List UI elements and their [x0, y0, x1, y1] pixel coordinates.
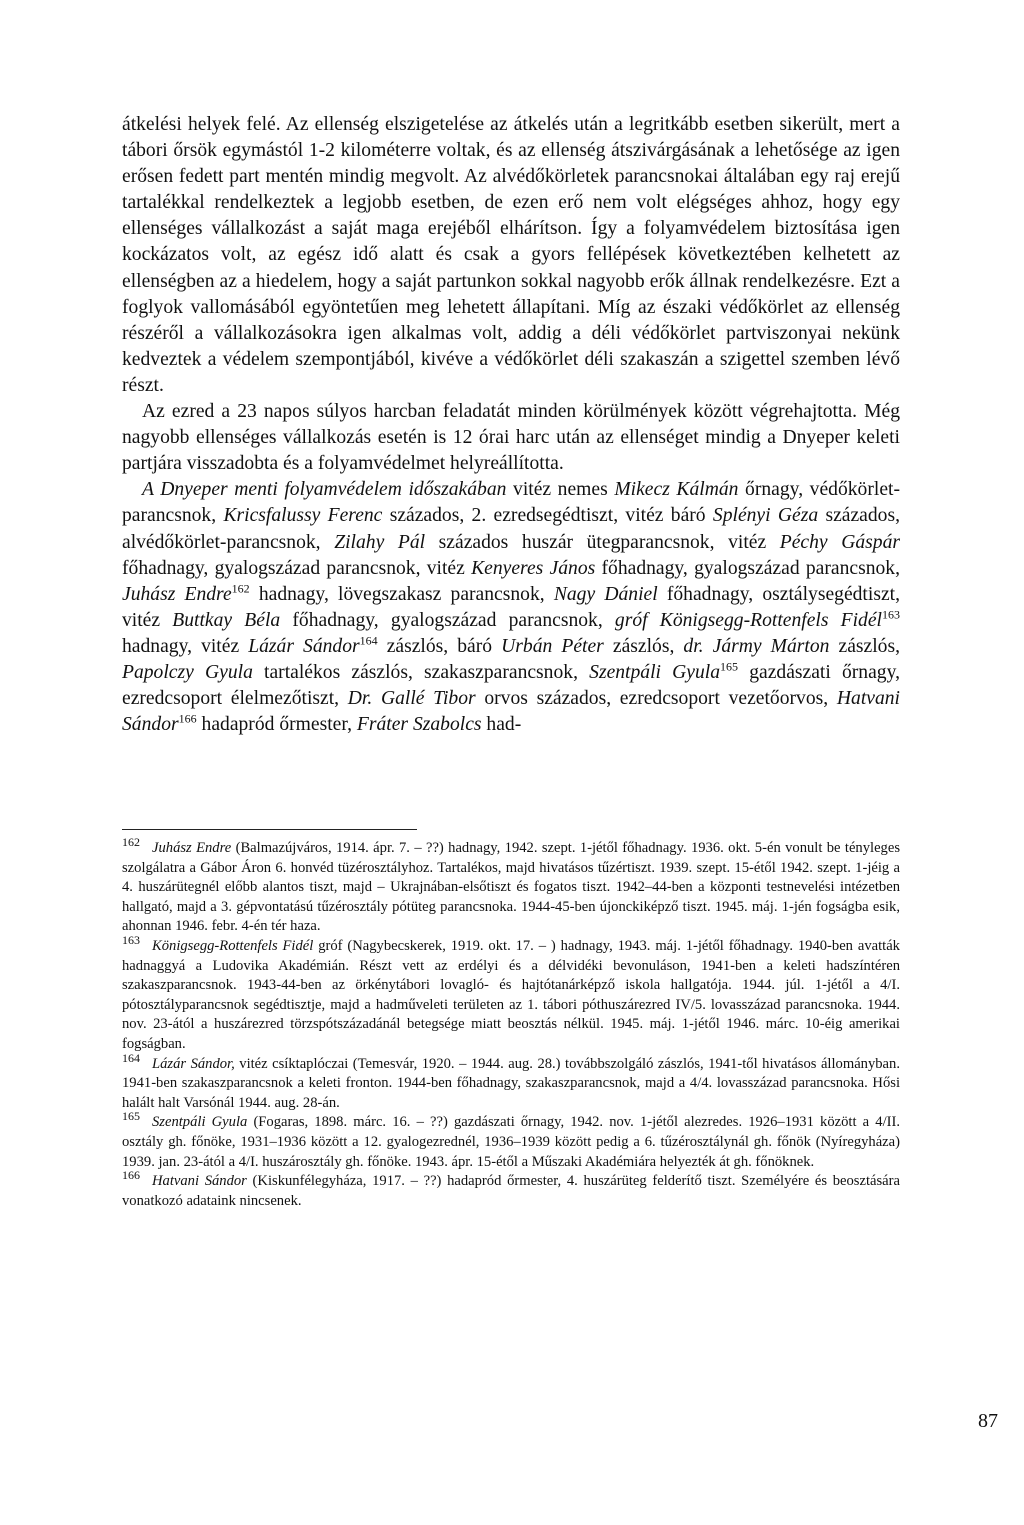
- person-name: A Dnyeper menti folyamvédelem időszakában: [142, 479, 507, 501]
- footnote-text: (Balmazújváros, 1914. ápr. 7. – ??) hadnagy, 1942. szept. 1-jétől főhadnagy. 1936. okt. 5-én vonult be tényleges szolgálatra a Gábor Áron 6. honvéd tüzérosztályhoz. Tartalékos, majd hivatásos tűzértiszt. 1939. szept. 15-étől 1942. szept. 1-jéig a 4. huszárütegnél előbb alantos tiszt, majd – Ukrajnában-elsőtiszt és fogatos tiszt. 1942–44-ben a központi testnevelési intézetben hallgató, majd a 3. gépvontatású tűzérosztály pótüteg parancsnoka. 1944-45-ben újonckiképző tiszt. 1945. máj. 1-jén fogságba esik, ahonnan 1946. febr. 4-én tér haza.: [122, 840, 901, 935]
- page-number: 87: [978, 1410, 998, 1432]
- person-name: Kricsfalussy Ferenc: [223, 505, 383, 527]
- text-run: zászlós, báró: [377, 635, 502, 657]
- footnote-text: gróf (Nagybecskerek, 1919. okt. 17. – ) hadnagy, 1943. máj. 1-jétől főhadnagy. 1940-ben avatták hadnaggyá a Ludovika Akadémián. Részt vett az erdélyi és a délvidéki bevonuláson, 1941-ben a keleti hadszíntéren szakaszparancsnok. 1943-44-ben az örkénytábori lovagló- és hajtótanárképző iskola hallgatója. 1944. júl. 1-jétől a 4/I. pótosztályparancsnok segédtisztje, majd a hadműveleti területen az 1. tábori póthuszárezred IV/5. lovasszázad parancsnoka. 1944. nov. 23-ától a huszárezred törzspótszázadánál betegsége miatt beosztás nélkül. 1945. máj. 1-jétől 1946. márc. 10-éig amerikai fogságban.: [122, 937, 900, 1052]
- person-name: Urbán Péter: [501, 635, 604, 657]
- footnote-text: (Kiskunfélegyháza, 1917. – ??) hadapród őrmester, 4. huszárüteg felderítő tiszt. Személyére és beosztására vonatkozó adataink nincsenek.: [122, 1173, 900, 1209]
- paragraph-2: Az ezred a 23 napos súlyos harcban feladatát minden körülmények között végrehajtotta. Még nagyobb ellenséges vállalkozás esetén is 12 órai harc után az ellenséget mindig a Dnyeper keleti partjára visszadobta és a folyamvédelmet helyreállította.: [122, 401, 900, 475]
- text-run: főhadnagy, gyalogszázad parancsnok,: [595, 557, 901, 579]
- person-name: Dr. Gallé Tibor: [347, 688, 476, 710]
- footnote-text: vitéz csíktaplóczai (Temesvár, 1920. – 1944. aug. 28.) továbbszolgáló zászlós, 1941-től hivatásos állományban. 1941-ben szakaszparancsnok a keleti fronton. 1944-ben főhadnagy, szakaszparancsnok, majd a 4/4. lovasszázad parancsnoka. Hősi halált halt Varsónál 1944. aug. 28-án.: [122, 1055, 900, 1111]
- footnote-number: 165: [122, 1109, 140, 1124]
- footnote-name: Hatvani Sándor: [152, 1173, 247, 1190]
- footnote-number: 164: [122, 1050, 140, 1065]
- footnote-reference: 165: [720, 659, 739, 674]
- text-run: főhadnagy, gyalogszázad parancsnok,: [280, 609, 615, 631]
- footnote-number: 163: [122, 933, 140, 948]
- person-name: Fráter Szabolcs: [356, 714, 482, 736]
- person-name: Juhász Endre: [122, 583, 232, 605]
- person-name: Kenyeres János: [471, 557, 596, 579]
- text-run: hadapród őrmester,: [196, 714, 357, 736]
- text-run: átkelési helyek felé. Az ellenség elszigetelése az átkelés után a legritkább esetben sikerült, mert a tábori őrsök egymástól 1-2 kilométerre voltak, és az ellenség átszivárgásának a lehetősége az igen erősen fedett part mentén mindig megvolt. Az alvédőkörletek parancsnokai általában egy raj erejű tartalékkal rendelkeztek a legjobb esetben, de ezen erő nem volt elégséges ahhoz, hogy egy ellenséges vállalkozást a saját maga erejéből elhárítson. Így a folyamvédelem biztosítása igen kockázatos volt, az egész idő alatt és csak a gyors fellépések következtében kelhetett az ellenségben az a hiedelem, hogy a saját partunkon sokkal nagyobb erők állnak rendelkezésre. Ezt a foglyok vallomásából egyöntetűen meg lehetett állapítani. Míg az északi védőkörlet az ellenség részéről a vállalkozásokra igen alkalmas volt, addig a déli védőkörlet partviszonyai nekünk kedveztek a védelem szempontjából, kivéve a védőkörlet déli szakaszán a szigettel szemben lévő részt.: [122, 114, 900, 396]
- text-run: százados, alvédőkörlet-parancsnok,: [122, 505, 900, 553]
- footnotes: [122, 835, 901, 1211]
- text-run: főhadnagy, gyalogszázad parancsnok, vitéz: [122, 557, 472, 579]
- footnote-name: Lázár Sándor,: [152, 1055, 235, 1072]
- person-name: Splényi Géza: [712, 505, 819, 527]
- footnote-166: [122, 1168, 900, 1211]
- text-run: had-: [481, 714, 522, 736]
- text-run: százados huszár ütegparancsnok, vitéz: [425, 531, 780, 553]
- person-name: Nagy Dániel: [553, 583, 658, 605]
- paragraph-3: [122, 477, 900, 738]
- text-run: zászlós,: [829, 635, 900, 657]
- text-run: zászlós,: [603, 635, 684, 657]
- person-name: Zilahy Pál: [334, 531, 426, 553]
- footnote-number: 162: [122, 835, 140, 850]
- person-name: gróf Königsegg-Rottenfels Fidél: [614, 609, 882, 631]
- footnote-text: (Fogaras, 1898. márc. 16. – ??) gazdászati őrnagy, 1942. nov. 1-jétől alezredes. 1926–1931 között a 4/II. osztály gh. főnöke, 1931–1936 között a 12. gyalogezrednél, 1936–1939 között pedig a 6. tűzérosztálynál gh. főnök (Nyíregyháza) 1939. jan. 23-ától a 4/I. huszárosztály gh. főnöke. 1943. ápr. 15-étől a Műszaki Akadémiára helyezték át gh. főnöknek.: [122, 1114, 900, 1170]
- footnote-separator: [122, 829, 417, 830]
- person-name: Lázár Sándor: [248, 635, 360, 657]
- footnote-name: Szentpáli Gyula: [152, 1114, 248, 1131]
- footnote-162: [122, 835, 901, 937]
- person-name: Péchy Gáspár: [779, 531, 901, 553]
- paragraph-1: [122, 112, 900, 399]
- person-name: Buttkay Béla: [172, 609, 281, 631]
- person-name: dr. Jármy Márton: [683, 635, 830, 657]
- text-run: hadnagy, lövegszakasz parancsnok,: [249, 583, 554, 605]
- person-name: Papolczy Gyula: [122, 661, 253, 683]
- person-name: Hatvani Sándor: [122, 688, 900, 736]
- footnote-165: [122, 1109, 900, 1172]
- footnote-reference: 166: [178, 711, 197, 726]
- person-name: Szentpáli Gyula: [589, 661, 721, 683]
- text-run: főhadnagy, osztálysegédtiszt, vitéz: [122, 583, 900, 631]
- person-name: Mikecz Kálmán: [614, 479, 739, 501]
- footnote-number: 166: [122, 1168, 140, 1183]
- footnote-name: Königsegg-Rottenfels Fidél: [152, 937, 314, 954]
- text-run: orvos százados, ezredcsoport vezetőorvos,: [475, 688, 837, 710]
- footnote-164: [122, 1050, 900, 1114]
- footnote-163: [122, 933, 900, 1055]
- page: [122, 112, 901, 1209]
- text-run: tartalékos zászlós, szakaszparancsnok,: [252, 661, 590, 683]
- footnote-reference: 163: [882, 607, 900, 622]
- text-run: őrnagy, védőkörlet-parancsnok,: [122, 479, 900, 527]
- main-text: [122, 112, 900, 738]
- text-run: hadnagy, vitéz: [122, 635, 249, 657]
- footnote-name: Juhász Endre: [152, 840, 232, 856]
- footnote-reference: 164: [359, 633, 378, 648]
- footnote-reference: 162: [231, 581, 250, 596]
- text-run: vitéz nemes: [506, 479, 615, 501]
- text-run: százados, 2. ezredsegédtiszt, vitéz báró: [382, 505, 713, 527]
- text-run: gazdászati őrnagy, ezredcsoport élelmezőtiszt,: [122, 661, 901, 710]
